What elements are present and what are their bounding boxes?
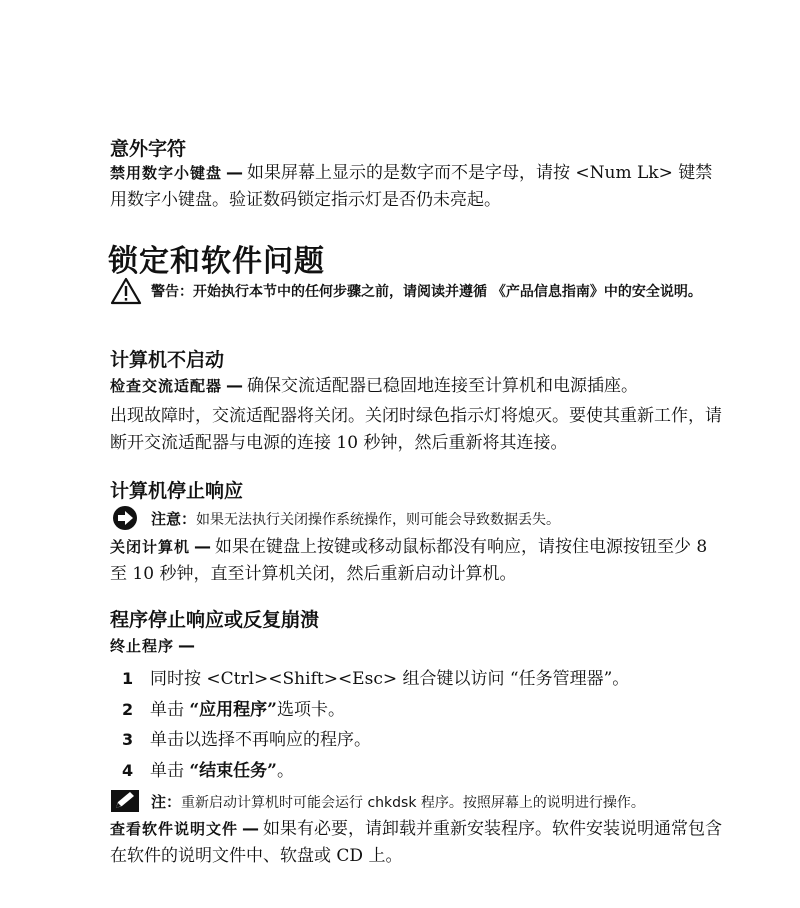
- notice-arrow-icon: [110, 505, 140, 531]
- warning-triangle-icon: [110, 277, 142, 305]
- step-item: [110, 728, 750, 752]
- step-number: 3: [122, 730, 134, 749]
- software-doc-label: 查看软件说明文件: [110, 820, 239, 838]
- warning-text: 开始执行本节中的任何步骤之前，请阅读并遵循 《产品信息指南》中的安全说明。: [193, 284, 702, 300]
- end-program-paragraph: [110, 633, 199, 660]
- section-heading-unexpected-chars: 意外字符: [110, 138, 187, 160]
- check-adapter-paragraph: [110, 373, 730, 400]
- note-text: 重新启动计算机时可能会运行 chkdsk 程序。按照屏幕上的说明进行操作。: [181, 795, 645, 811]
- adapter-fault-paragraph: 出现故障时，交流适配器将关闭。关闭时绿色指示灯将熄灭。要使其重新工作，请断开交流适配器与电源的连接 10 秒钟，然后重新将其连接。: [110, 406, 722, 453]
- shutdown-paragraph: [110, 534, 725, 588]
- section-heading-program-crash: 程序停止响应或反复崩溃: [110, 609, 320, 631]
- dash: —: [194, 537, 212, 557]
- shutdown-text: 如果在键盘上按键或移动鼠标都没有响应，请按住电源按钮至少 8 至 10 秒钟，直至计算机关闭，然后重新启动计算机。: [110, 537, 708, 584]
- section-heading-no-start: 计算机不启动: [110, 349, 225, 371]
- note-label: 注：: [151, 793, 182, 811]
- shutdown-label: 关闭计算机: [110, 538, 191, 556]
- notice-label: 注意：: [151, 510, 197, 528]
- unexpected-chars-paragraph: [110, 160, 720, 214]
- page-title: 锁定和软件问题: [108, 244, 325, 279]
- disable-keypad-label: 禁用数字小键盘: [110, 164, 223, 182]
- notice-text: 如果无法执行关闭操作系统操作，则可能会导致数据丢失。: [196, 512, 561, 528]
- check-adapter-label: 检查交流适配器: [110, 377, 223, 395]
- step-bold-text: “结束任务”: [189, 761, 277, 781]
- dash: —: [226, 163, 244, 183]
- end-program-label: 终止程序: [110, 637, 175, 655]
- notice-paragraph: [151, 508, 731, 531]
- warning-label: 警告：: [151, 284, 193, 300]
- step-number: 2: [122, 700, 134, 719]
- step-text: 单击: [150, 761, 190, 781]
- software-doc-paragraph: [110, 816, 725, 870]
- step-text-tail: 。: [276, 761, 294, 781]
- disable-keypad-text: 如果屏幕上显示的是数字而不是字母，请按 <Num Lk> 键禁用数字小键盘。验证数码锁定指示灯是否仍未亮起。: [110, 163, 713, 210]
- step-text: 同时按 <Ctrl><Shift><Esc> 组合键以访问 “任务管理器”。: [150, 669, 630, 689]
- step-item: [110, 759, 750, 783]
- step-number: 1: [122, 669, 134, 688]
- step-number: 4: [122, 761, 134, 780]
- step-item: [110, 667, 750, 691]
- dash: —: [226, 376, 244, 396]
- software-doc-text: 如果有必要，请卸载并重新安装程序。软件安装说明通常包含在软件的说明文件中、软盘或 CD 上。: [110, 819, 723, 866]
- warning-notice: [151, 281, 731, 303]
- step-text: 单击: [150, 700, 190, 720]
- dash: —: [178, 636, 196, 656]
- check-adapter-text: 确保交流适配器已稳固地连接至计算机和电源插座。: [247, 376, 639, 396]
- section-heading-stops-responding: 计算机停止响应: [110, 480, 244, 502]
- step-text: 单击以选择不再响应的程序。: [150, 730, 371, 750]
- step-item: [110, 698, 750, 722]
- note-paragraph: [151, 791, 751, 814]
- step-text-tail: 选项卡。: [276, 700, 345, 720]
- dash: —: [242, 819, 260, 839]
- pencil-note-icon: [110, 789, 140, 813]
- step-bold-text: “应用程序”: [189, 700, 277, 720]
